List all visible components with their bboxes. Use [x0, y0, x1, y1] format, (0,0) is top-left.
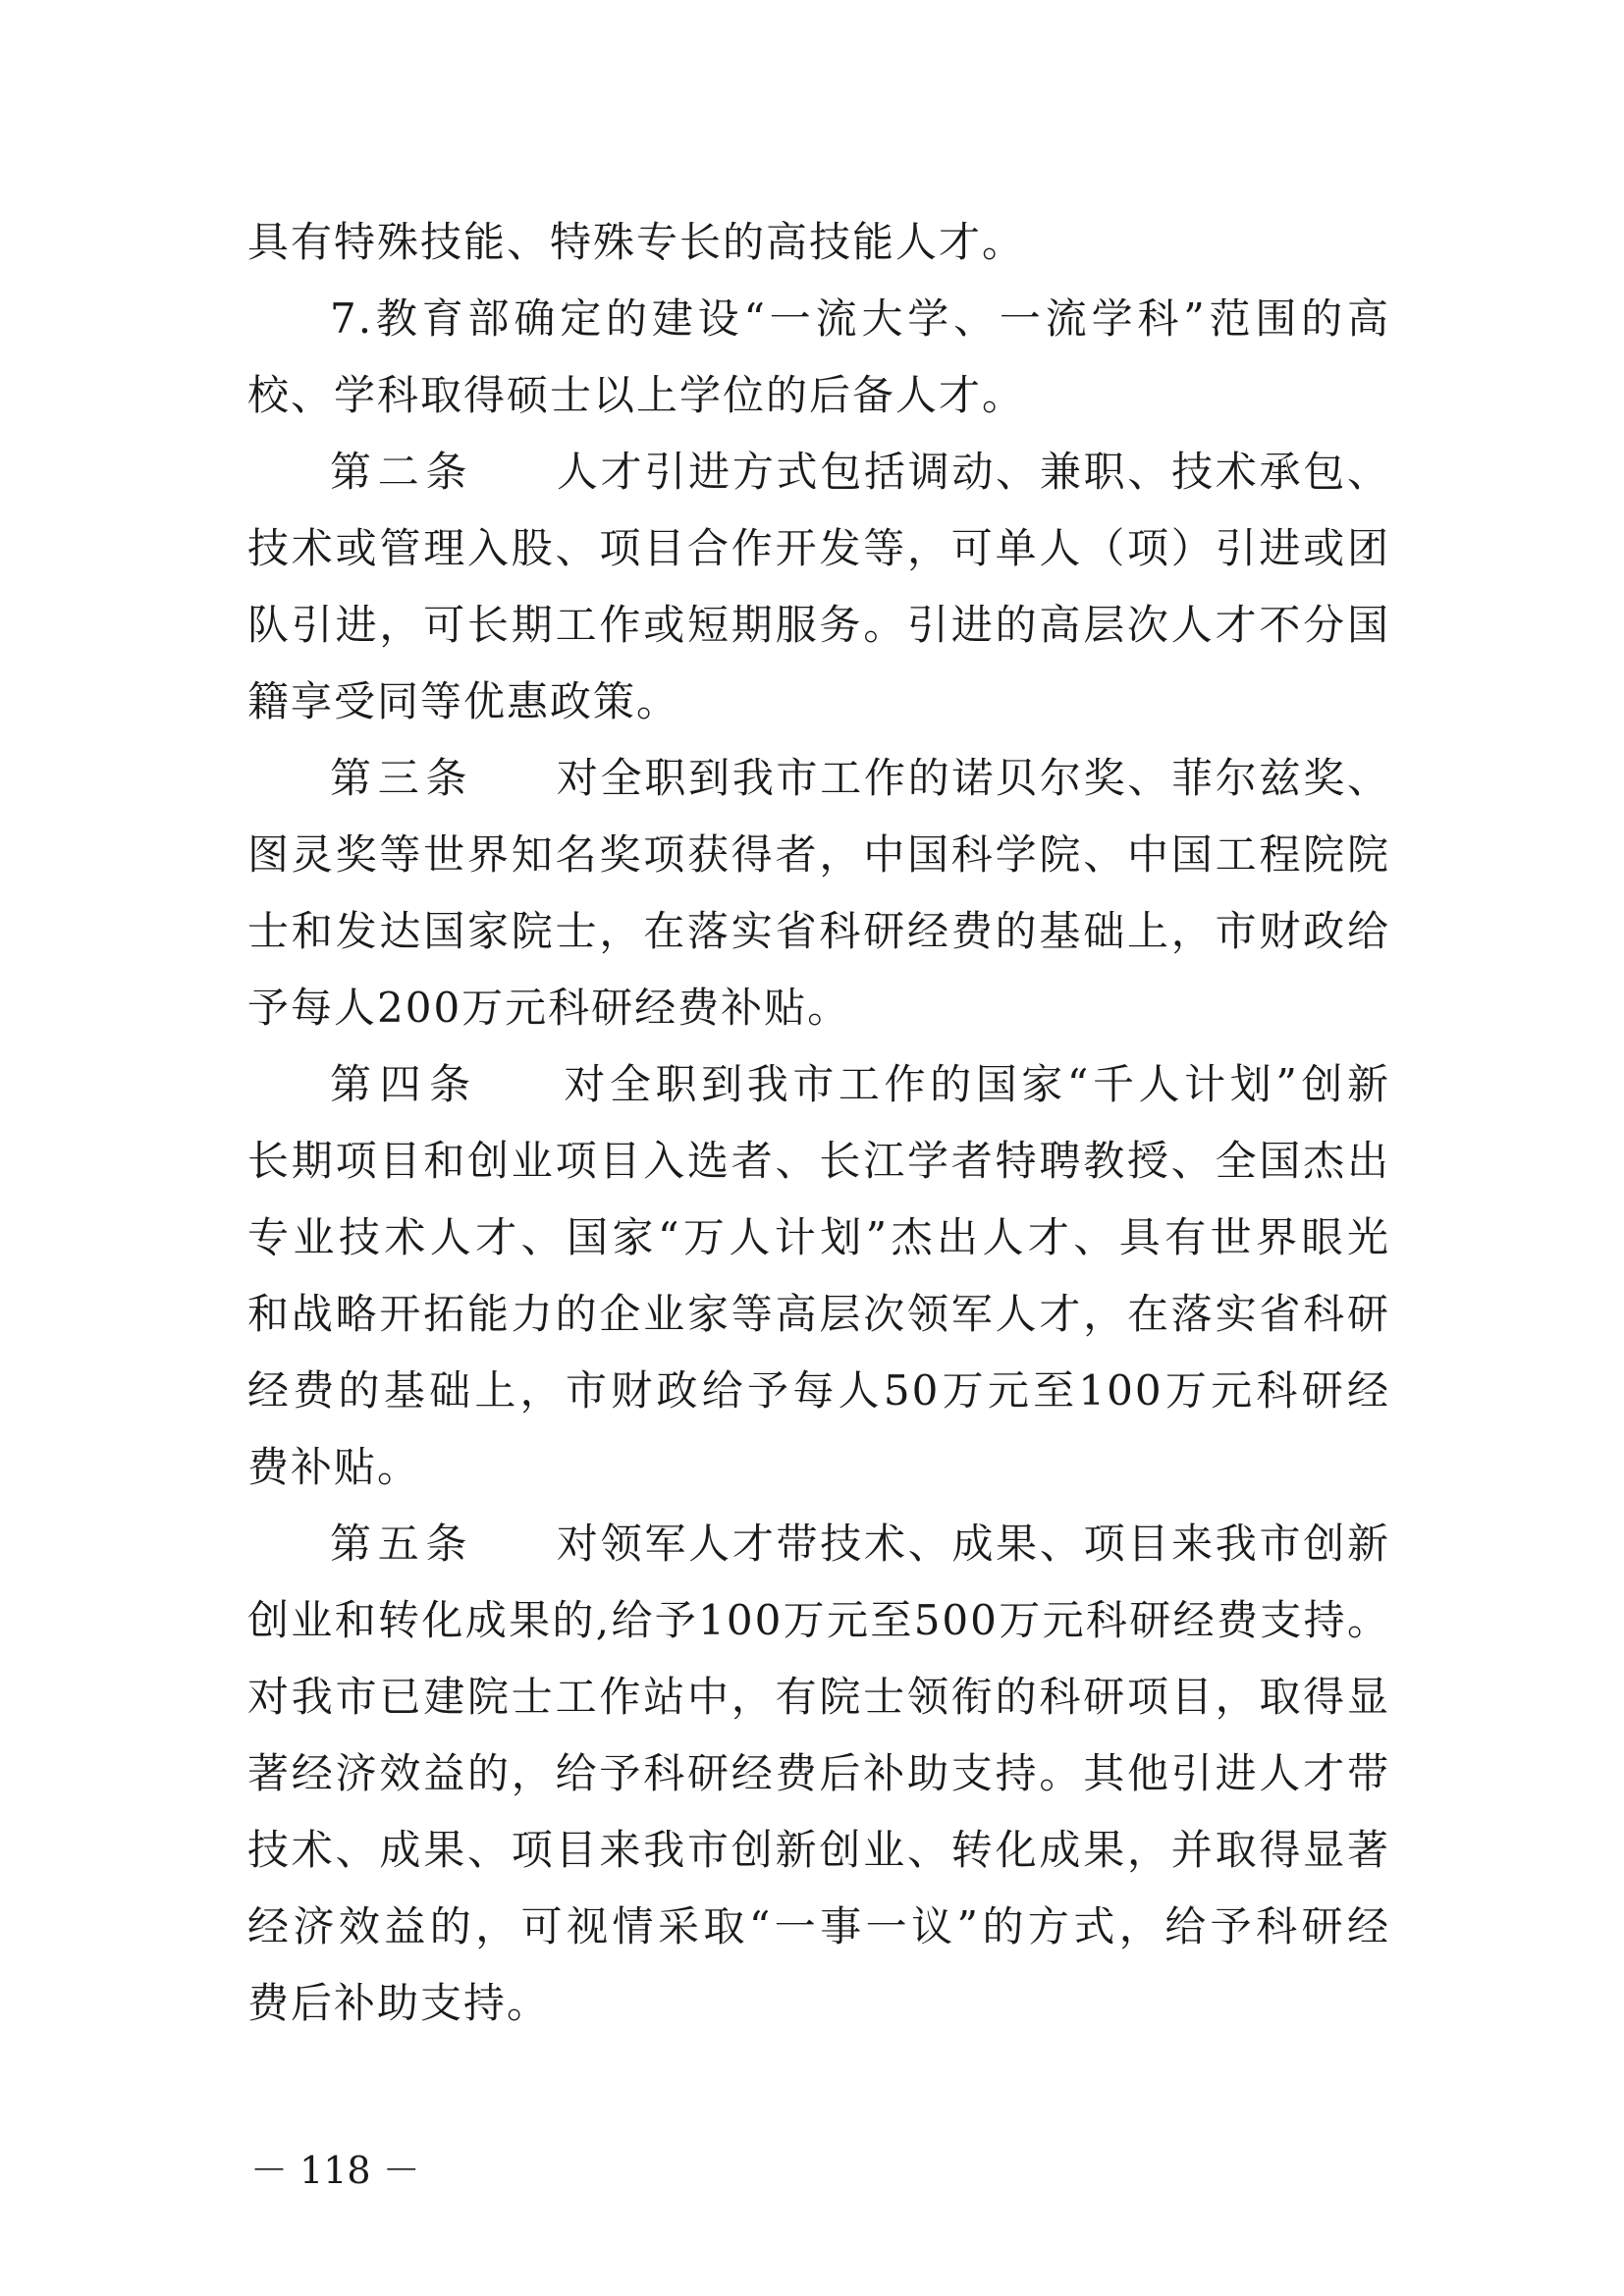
article-first-line: [247, 740, 1390, 817]
paragraph-line: 士和发达国家院士，在落实省科研经费的基础上，市财政给: [247, 907, 1390, 955]
paragraph-line: 著经济效益的，给予科研经费后补助支持。其他引进人才带: [247, 1749, 1390, 1797]
article-label: 第二条: [330, 448, 474, 496]
article-text: 对全职到我市工作的诺贝尔奖、菲尔兹奖、: [556, 754, 1390, 802]
article-label: 第三条: [330, 754, 474, 802]
paragraph-line: 经费的基础上，市财政给予每人50万元至100万元科研经: [247, 1366, 1390, 1415]
paragraph-line: 专业技术人才、国家“万人计划”杰出人才、具有世界眼光: [247, 1213, 1390, 1261]
paragraph-line: 对我市已建院士工作站中，有院士领衔的科研项目，取得显: [247, 1673, 1390, 1721]
article-label: 第五条: [330, 1520, 474, 1568]
article-label: 第四条: [330, 1060, 479, 1108]
article-first-line: [247, 1046, 1390, 1123]
paragraph-line: 技术、成果、项目来我市创新创业、转化成果，并取得显著: [247, 1826, 1390, 1874]
paragraph-line: 7.教育部确定的建设“一流大学、一流学科”范围的高: [330, 294, 1390, 343]
paragraph-line: 队引进，可长期工作或短期服务。引进的高层次人才不分国: [247, 601, 1390, 649]
paragraph-line: 费后补助支持。: [247, 1979, 551, 2027]
article-first-line: [247, 434, 1390, 510]
paragraph-line: 和战略开拓能力的企业家等高层次领军人才，在落实省科研: [247, 1290, 1390, 1338]
paragraph-line: 校、学科取得硕士以上学位的后备人才。: [247, 371, 1026, 419]
article-text: 对领军人才带技术、成果、项目来我市创新: [556, 1520, 1390, 1568]
paragraph-line: 予每人200万元科研经费补贴。: [247, 984, 851, 1032]
paragraph-line: 籍享受同等优惠政策。: [247, 677, 680, 725]
paragraph-line: 技术或管理入股、项目合作开发等，可单人（项）引进或团: [247, 524, 1390, 572]
paragraph-line: 经济效益的，可视情采取“一事一议”的方式，给予科研经: [247, 1902, 1390, 1950]
paragraph-line: 图灵奖等世界知名奖项获得者，中国科学院、中国工程院院: [247, 830, 1390, 879]
page-number: － 118 －: [250, 2149, 420, 2192]
body-text: [247, 204, 1390, 2042]
paragraph-line: 费补贴。: [247, 1443, 421, 1491]
paragraph-line: 长期项目和创业项目入选者、长江学者特聘教授、全国杰出: [247, 1137, 1390, 1185]
paragraph-line: 创业和转化成果的,给予100万元至500万元科研经费支持。: [247, 1596, 1390, 1644]
article-text: 人才引进方式包括调动、兼职、技术承包、: [556, 448, 1390, 496]
article-first-line: [247, 1506, 1390, 1582]
article-text: 对全职到我市工作的国家“千人计划”创新: [561, 1060, 1390, 1108]
paragraph-line: 具有特殊技能、特殊专长的高技能人才。: [247, 218, 1026, 266]
